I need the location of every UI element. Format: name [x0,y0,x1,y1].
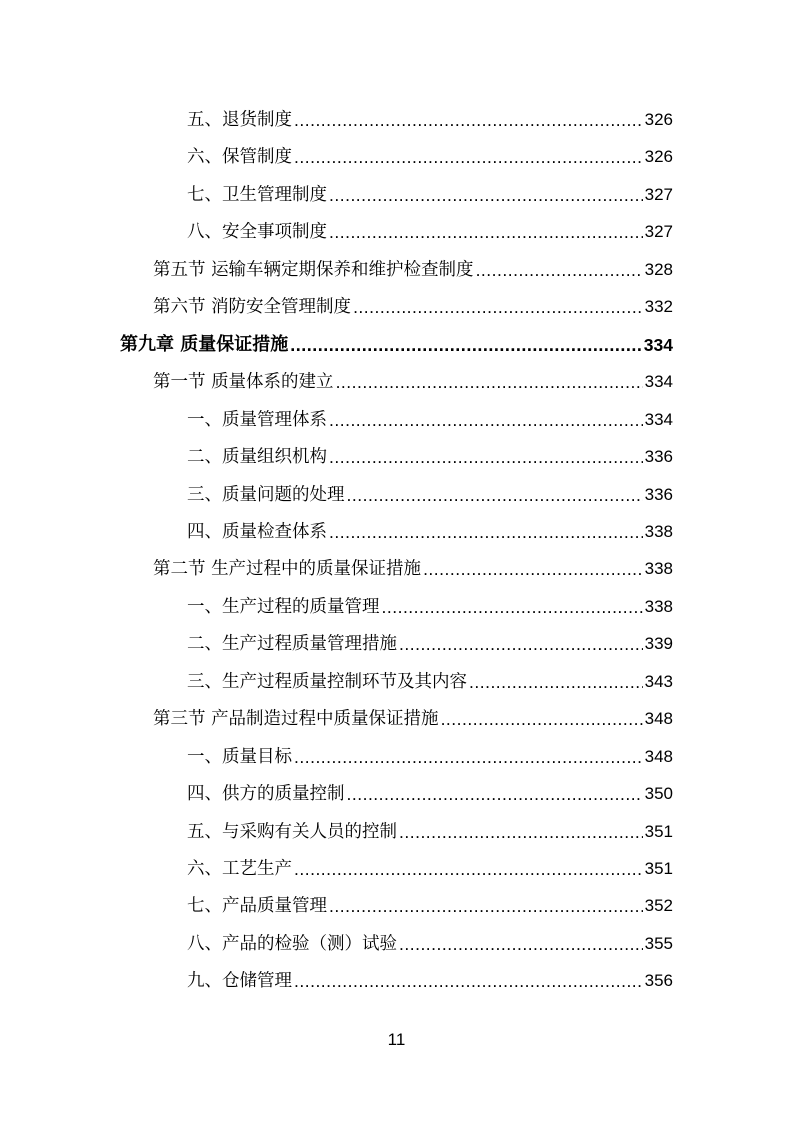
toc-leader-dots [347,484,643,506]
toc-entry-page: 334 [644,409,673,429]
toc-entry[interactable] [187,213,673,243]
toc-leader-dots [329,409,643,431]
toc-entry-title: 九、仓储管理 [187,971,292,992]
toc-entry[interactable] [187,176,673,206]
toc-entry-page: 327 [644,184,673,204]
toc-entry-title: 第三节 产品制造过程中质量保证措施 [153,709,439,730]
toc-entry-page: 356 [644,971,673,991]
toc-entry-page: 355 [644,933,673,953]
toc-entry-title: 一、生产过程的质量管理 [187,596,380,617]
toc-entry-page: 334 [644,372,673,392]
toc-leader-dots [294,746,643,768]
toc-leader-dots [329,521,643,543]
toc-entry-page: 338 [644,559,673,579]
toc-entry-page: 332 [644,297,673,317]
toc-entry-title: 第九章 质量保证措施 [120,333,289,355]
toc-entry-title: 四、质量检查体系 [187,521,327,542]
toc-entry-title: 三、生产过程质量控制环节及其内容 [187,671,467,692]
toc-leader-dots [399,821,643,843]
toc-leader-dots [294,109,643,131]
toc-entry-page: 339 [644,634,673,654]
toc-entry-title: 二、生产过程质量管理措施 [187,634,397,655]
toc-leader-dots [441,708,643,730]
toc-entry-page: 350 [644,784,673,804]
toc-leader-dots [382,596,643,618]
toc-entry[interactable] [153,550,673,580]
toc-entry-page: 334 [643,334,673,355]
toc-entry[interactable] [187,775,673,805]
toc-entry[interactable] [187,887,673,917]
toc-entry-title: 八、安全事项制度 [187,222,327,243]
toc-entry-page: 351 [644,821,673,841]
toc-entry[interactable] [187,138,673,168]
toc-leader-dots [399,933,643,955]
toc-entry[interactable] [187,588,673,618]
toc-leader-dots [423,558,643,580]
toc-entry[interactable] [153,700,673,730]
toc-entry-page: 348 [644,709,673,729]
toc-entry[interactable] [187,476,673,506]
toc-leader-dots [399,633,643,655]
toc-entry[interactable] [187,850,673,880]
toc-entry[interactable] [153,251,673,281]
toc-entry-page: 338 [644,596,673,616]
toc-entry-title: 三、质量问题的处理 [187,484,345,505]
toc-entry-title: 八、产品的检验（测）试验 [187,933,397,954]
toc-leader-dots [476,259,643,281]
toc-entry-page: 352 [644,896,673,916]
toc-entry-page: 326 [644,147,673,167]
toc-entry[interactable] [187,438,673,468]
toc-entry-title: 一、质量管理体系 [187,409,327,430]
toc-entry[interactable] [187,513,673,543]
toc-leader-dots [336,371,643,393]
toc-entry-title: 六、工艺生产 [187,859,292,879]
toc-entry-page: 348 [644,746,673,766]
toc-entry-title: 四、供方的质量控制 [187,784,345,805]
toc-leader-dots [329,895,643,917]
toc-leader-dots [329,184,643,206]
toc-entry-title: 五、退货制度 [187,110,292,130]
toc-entry[interactable] [187,663,673,693]
toc-leader-dots [353,296,643,318]
toc-entry-title: 第二节 生产过程中的质量保证措施 [153,559,422,580]
toc-entry-page: 336 [644,447,673,467]
toc-entry[interactable] [187,625,673,655]
toc-entry[interactable] [120,326,673,356]
toc-entry-title: 第六节 消防安全管理制度 [153,297,352,318]
toc-entry-page: 343 [644,671,673,691]
toc-entry-page: 336 [644,484,673,504]
toc-entry-page: 327 [644,222,673,242]
toc-entry-page: 351 [644,859,673,878]
toc-entry-title: 第五节 运输车辆定期保养和维护检查制度 [153,259,474,280]
toc-leader-dots [294,146,643,168]
toc-entry-page: 326 [644,110,673,129]
toc-entry[interactable] [187,401,673,431]
toc-entry-page: 328 [644,259,673,279]
toc-leader-dots [329,446,643,468]
toc-entry-title: 第一节 质量体系的建立 [153,372,334,393]
toc-entry-title: 六、保管制度 [187,147,292,168]
toc-entry-page: 338 [644,521,673,541]
toc-leader-dots [294,970,643,992]
toc-entry[interactable] [153,363,673,393]
toc-entry-title: 二、质量组织机构 [187,447,327,468]
toc-entry-title: 一、质量目标 [187,746,292,767]
toc-entry[interactable] [153,288,673,318]
toc-entry-title: 七、卫生管理制度 [187,184,327,205]
toc-entry[interactable] [187,738,673,768]
toc-leader-dots [290,334,642,356]
toc-entry-title: 五、与采购有关人员的控制 [187,821,397,842]
toc-entry[interactable] [187,925,673,955]
toc-leader-dots [469,671,643,693]
toc-entry[interactable] [187,813,673,843]
toc-leader-dots [329,221,643,243]
toc-entry[interactable] [187,962,673,992]
page-number: 11 [387,1030,406,1049]
toc-entry-title: 七、产品质量管理 [187,896,327,917]
toc-leader-dots [347,783,643,805]
toc-leader-dots [294,858,643,880]
toc-entry[interactable] [187,101,673,131]
